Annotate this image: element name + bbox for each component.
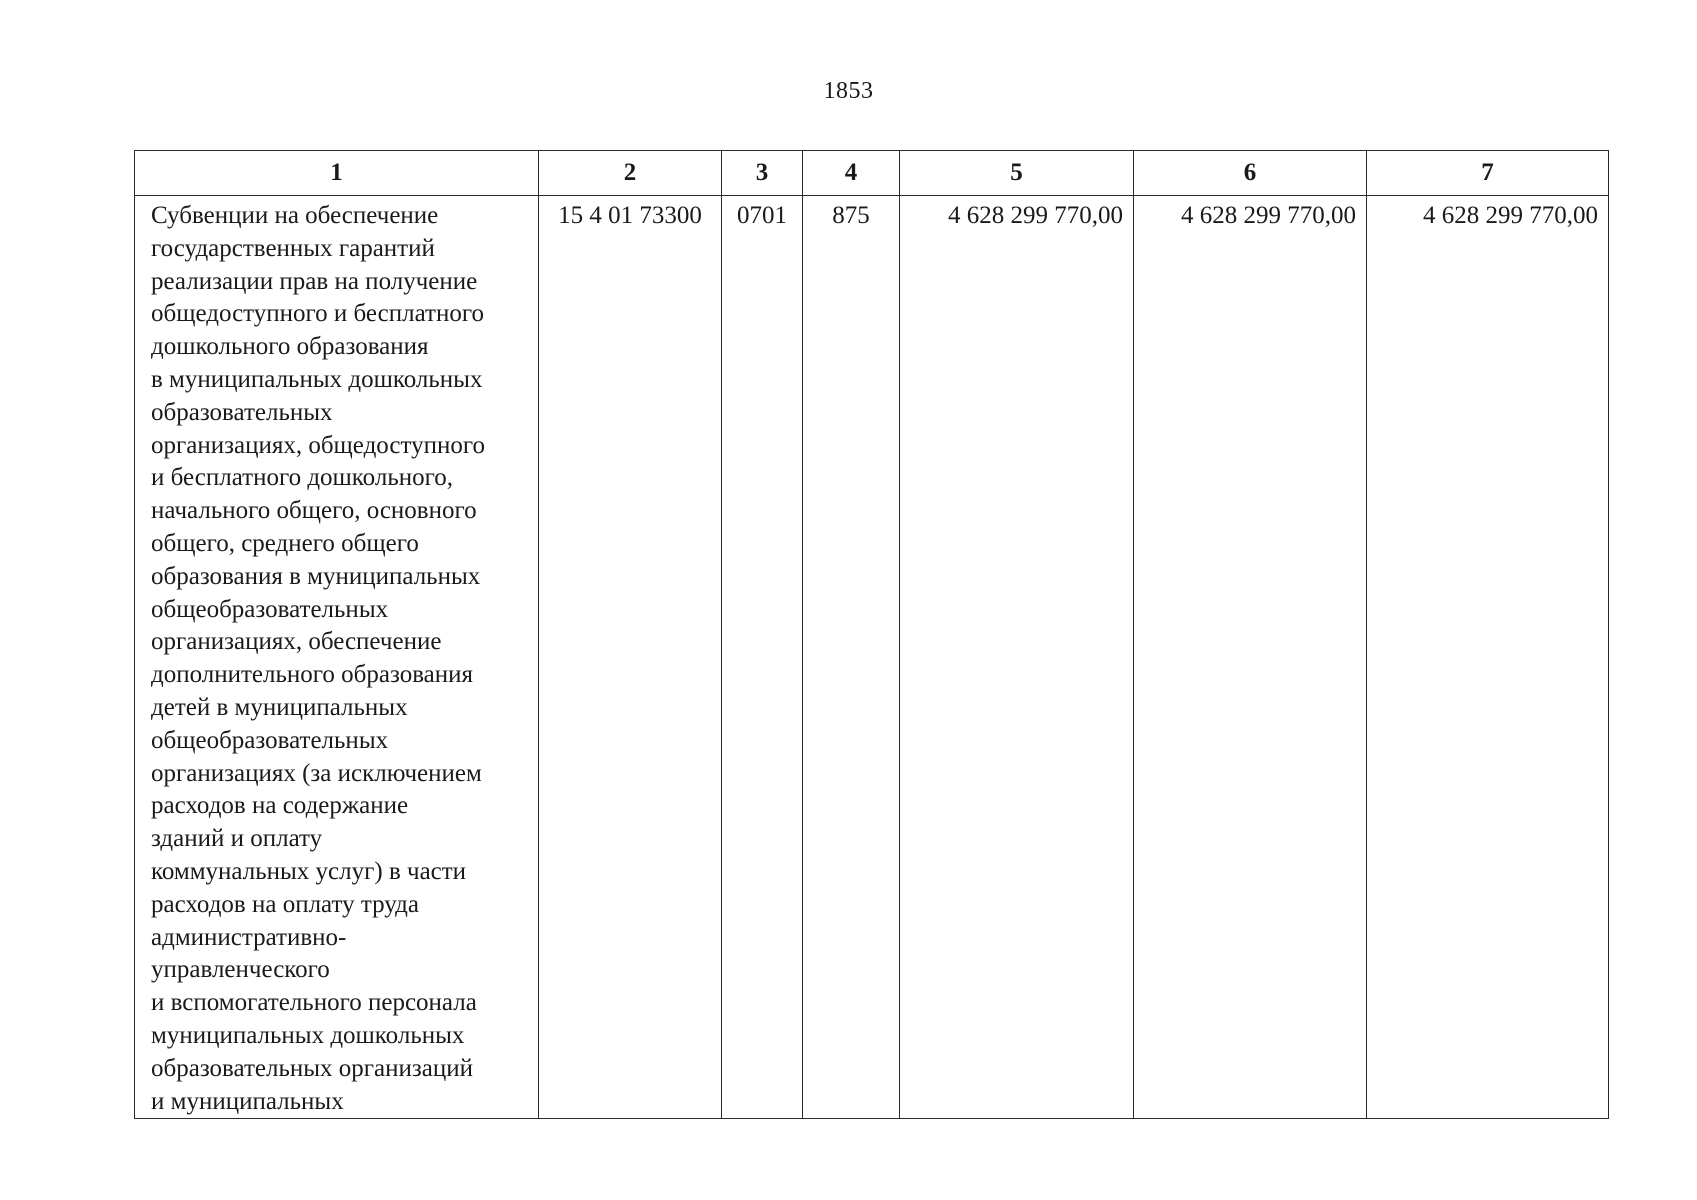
column-header-6: 6 xyxy=(1134,151,1367,196)
row-description: Субвенции на обеспечение государственных гарантий реализации прав на получение общедоступного и бесплатного дошкольного образования в муниципальных дошкольных образовательных организациях, общедоступного и бесплатного дошкольного, начального общего, основного общего, среднего общего образования в муниципальных общеобразовательных организациях, обеспечение дополнительного образования детей в муниципальных общеобразовательных организациях (за исключением расходов на содержание зданий и оплату коммунальных услуг) в части расходов на оплату труда административно- управленческого и вспомогательного персонала муниципальных дошкольных образовательных организаций и муниципальных xyxy=(135,196,539,1119)
column-header-7: 7 xyxy=(1367,151,1609,196)
row-amount-2: 4 628 299 770,00 xyxy=(1134,196,1367,1119)
column-header-1: 1 xyxy=(135,151,539,196)
page-number: 1853 xyxy=(823,78,874,104)
column-header-3: 3 xyxy=(722,151,803,196)
table-row xyxy=(135,196,1609,1119)
table-header-row xyxy=(135,151,1609,196)
row-target-article: 15 4 01 73300 xyxy=(539,196,722,1119)
row-amount-3: 4 628 299 770,00 xyxy=(1367,196,1609,1119)
budget-table xyxy=(134,150,1609,1119)
column-header-2: 2 xyxy=(539,151,722,196)
column-header-5: 5 xyxy=(900,151,1134,196)
row-amount-1: 4 628 299 770,00 xyxy=(900,196,1134,1119)
row-expense-type: 875 xyxy=(803,196,900,1119)
row-section: 0701 xyxy=(722,196,803,1119)
column-header-4: 4 xyxy=(803,151,900,196)
